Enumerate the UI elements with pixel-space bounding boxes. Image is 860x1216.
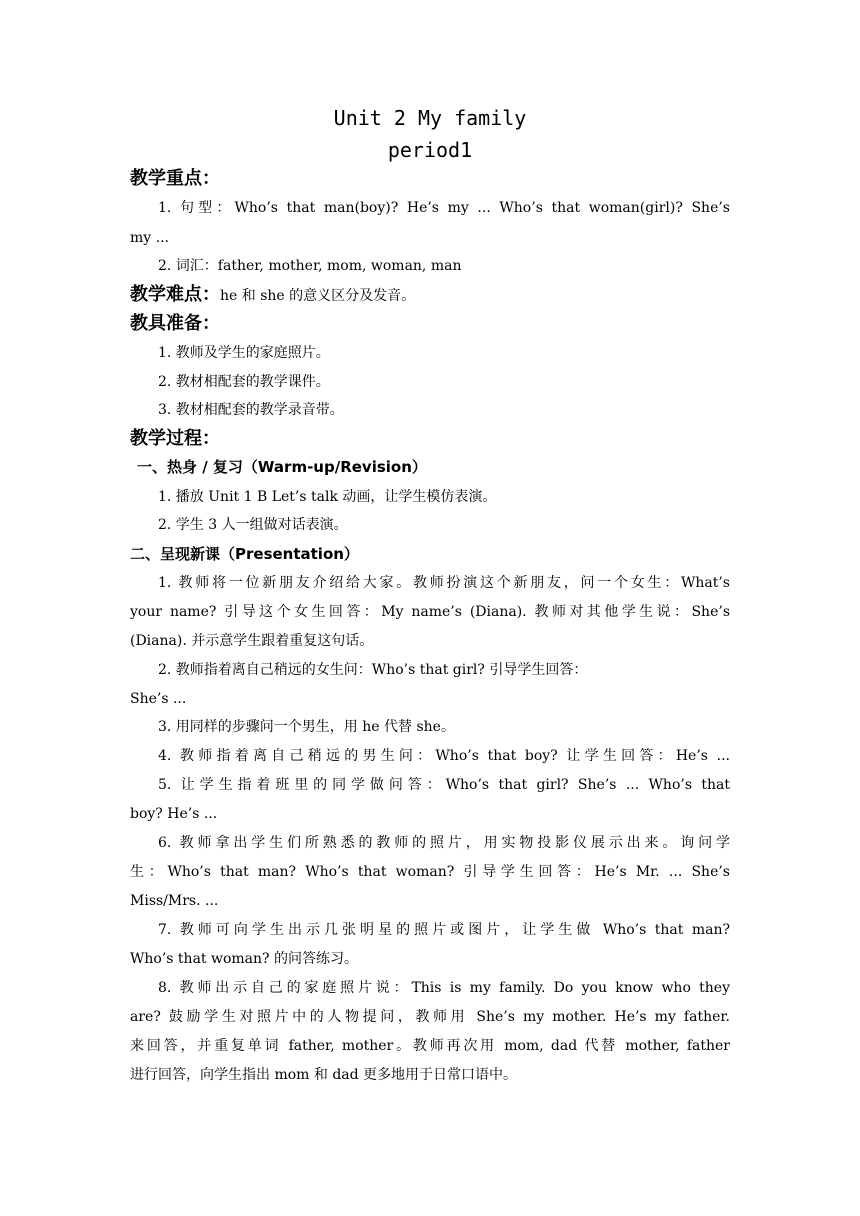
key-points-line-1: 1. 句型：Who’s that man(boy)? He’s my ... Who’s that woman(girl)? She’s	[158, 200, 730, 216]
difficult-points-text: he 和 she 的意义区分及发音。	[220, 288, 416, 304]
presentation-line: boy? He’s ...	[130, 806, 218, 822]
presentation-line: your name? 引导这个女生回答：My name’s (Diana). 教师对其他学生说：She’s	[130, 604, 730, 620]
key-points-line-2: my ...	[130, 230, 169, 246]
presentation-line: Miss/Mrs. ...	[130, 893, 219, 909]
process-heading: 教学过程：	[130, 428, 220, 449]
key-points-heading: 教学重点：	[130, 168, 220, 189]
warmup-line-1: 1. 播放 Unit 1 B Let’s talk 动画，让学生模仿表演。	[158, 489, 497, 505]
presentation-line: 3. 用同样的步骤问一个男生，用 he 代替 she。	[158, 719, 455, 735]
difficult-points-row	[130, 283, 415, 308]
presentation-line: 进行回答，向学生指出 mom 和 dad 更多地用于日常口语中。	[130, 1067, 518, 1083]
presentation-line: 7. 教师可向学生出示几张明星的照片或图片，让学生做 Who’s that man?	[158, 922, 730, 938]
warmup-line-2: 2. 学生 3 人一组做对话表演。	[158, 517, 348, 533]
difficult-points-heading: 教学难点：	[130, 284, 220, 305]
presentation-line: Who’s that woman? 的问答练习。	[130, 951, 358, 967]
presentation-line: 8. 教师出示自己的家庭照片说：This is my family. Do you know who they	[158, 980, 730, 996]
presentation-line: 4. 教师指着离自己稍远的男生问：Who’s that boy? 让学生回答：He’s ...	[158, 748, 730, 764]
presentation-line: 来回答，并重复单词 father, mother。教师再次用 mom, dad 代替 mother, father	[130, 1038, 730, 1054]
key-points-line-3: 2. 词汇：father, mother, mom, woman, man	[158, 258, 462, 274]
presentation-line: 1. 教师将一位新朋友介绍给大家。教师扮演这个新朋友，问一个女生：What’s	[158, 575, 730, 591]
presentation-line: (Diana). 并示意学生跟着重复这句话。	[130, 633, 374, 649]
presentation-line: 6. 教师拿出学生们所熟悉的教师的照片，用实物投影仪展示出来。询问学	[158, 835, 730, 851]
materials-line-1: 1. 教师及学生的家庭照片。	[158, 345, 330, 361]
document-title: Unit 2 My family	[333, 106, 527, 130]
presentation-heading: 二、呈现新课（Presentation）	[130, 545, 359, 563]
presentation-line: 2. 教师指着离自己稍远的女生问：Who’s that girl? 引导学生回答：	[158, 662, 588, 678]
materials-line-2: 2. 教材相配套的教学课件。	[158, 374, 330, 390]
presentation-line: are? 鼓励学生对照片中的人物提问，教师用 She’s my mother. He’s my father.	[130, 1009, 730, 1025]
presentation-line: 5. 让学生指着班里的同学做问答：Who’s that girl? She’s ... Who’s that	[158, 777, 730, 793]
document-subtitle: period1	[387, 138, 473, 162]
materials-heading: 教具准备：	[130, 313, 220, 334]
materials-line-3: 3. 教材相配套的教学录音带。	[158, 402, 344, 418]
presentation-line: She’s ...	[130, 691, 187, 707]
presentation-line: 生：Who’s that man? Who’s that woman? 引导学生回答：He’s Mr. ... She’s	[130, 864, 730, 880]
warmup-heading: 一、热身 / 复习（Warm-up/Revision）	[137, 458, 427, 476]
